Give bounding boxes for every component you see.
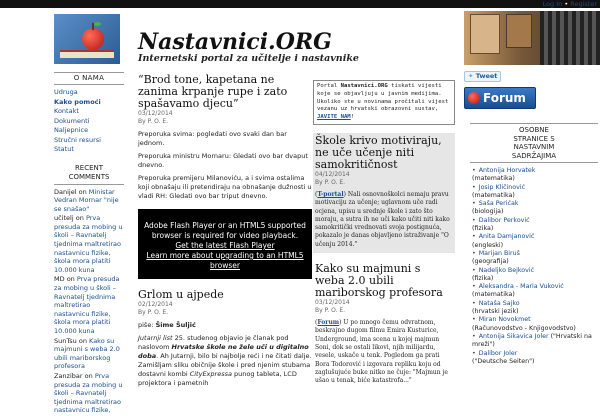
list-item (472, 350, 600, 367)
list-item (472, 250, 600, 267)
apple-leaf (94, 22, 101, 26)
title-line: NASTAVNIM (513, 143, 555, 151)
recent-title-line: COMMENTS (68, 172, 110, 181)
teacher-link[interactable]: Dalibor Joler (478, 349, 518, 357)
comment-post-link[interactable]: Prva presuda za mobing u školi – Ravnatelj tjednima maltretirao nastavnicu fizike, škola mora platiti 10.000 kuna (54, 275, 120, 335)
post-date: 03/12/2014 (138, 110, 173, 117)
article-author: By P. O. E. (315, 178, 346, 186)
account-links (543, 0, 597, 8)
notice-text: ! (350, 114, 355, 121)
list-item (472, 200, 600, 217)
html5-upgrade-link-2[interactable]: browser (209, 261, 240, 270)
list-item (472, 267, 600, 284)
header-banner (464, 11, 600, 65)
comment-post-link[interactable]: Ministar Vedran Mornar "nije se snašao" (54, 187, 119, 213)
teacher-subject: (engleski) (472, 241, 504, 249)
list-item (472, 333, 600, 350)
contact-us-link[interactable]: JAVITE NAM (317, 114, 351, 121)
teacher-subject: (fizika) (472, 225, 494, 233)
article-title[interactable]: Škole krivo motiviraju, ne uče učenje niti samokritičnost (315, 133, 442, 171)
about-link[interactable]: Kontakt (54, 107, 79, 115)
get-flash-link[interactable]: Get the latest Flash Player (175, 241, 275, 250)
post-author: By P. O. E. (138, 118, 169, 125)
comment-author: Danijel (54, 187, 77, 196)
recent-title-line: RECENT (74, 163, 104, 172)
teacher-link[interactable]: Antonija Horvatek (478, 167, 536, 174)
teacher-subject: (hrvatski jezik) (472, 308, 519, 316)
flash-message: browser is required for video playback. (151, 231, 299, 240)
teacher-link[interactable]: Dalibor Perković (478, 216, 530, 224)
teacher-link[interactable]: Nadeljko Bejković (478, 266, 535, 274)
tweet-label: Tweet (475, 72, 498, 80)
article-title[interactable]: Kako su majmuni s weba 2.0 ubili mariborskog profesora (315, 262, 443, 300)
text: U po mnogo čemu odvratnom, beskrajno dugom filmu Emira Kusturice, Underground, ima scena u kojoj majmun Soni, dok se ostali likovi, njih milijardu, veselе, uskače u tenk. Pogledom ga prati Bora Todorović i izgovara repliku koju od zaglušujuće buke nitko ne čuje: "Majmun je ušao u tenak, biće katastrofa..." (315, 319, 448, 385)
list-item (472, 233, 600, 250)
comment-on: on (75, 214, 84, 223)
about-link[interactable]: Statut (54, 145, 74, 153)
teacher-link[interactable]: Nataša Sajko (478, 299, 520, 307)
teacher-link[interactable]: Saša Perićak (478, 200, 519, 208)
teacher-link[interactable]: Josip Kličinović (478, 183, 526, 191)
post-date: 02/12/2014 (138, 301, 173, 308)
teacher-subject: (matematika) (472, 191, 515, 199)
post (138, 289, 312, 388)
apple-icon (468, 92, 480, 104)
list-item (472, 300, 600, 317)
text: Jutarnji list (138, 334, 173, 342)
register-link[interactable]: Register (570, 0, 597, 8)
notice-text: Portal (317, 83, 341, 89)
post-title[interactable]: Grlom u ajpede (138, 288, 224, 301)
article-date: 04/12/2014 (315, 170, 350, 178)
title-line: OSOBNE (519, 126, 549, 134)
about-title: O NAMA (54, 72, 124, 85)
teacher-subject: ("Deutsche Seiten") (472, 357, 535, 365)
list-item (472, 217, 600, 234)
list-item (472, 316, 600, 333)
about-item-kako-pomoci[interactable] (54, 98, 124, 108)
article-author: By P. O. E. (315, 307, 346, 315)
notice-box (313, 80, 455, 125)
article-date: 03/12/2014 (315, 299, 350, 307)
comment-on: on (84, 371, 93, 380)
list-item (54, 214, 124, 274)
teacher-link[interactable]: Miran Novokmet (478, 316, 531, 324)
twitter-icon: ✦ (468, 72, 474, 80)
list-item (54, 275, 124, 335)
text: Hrvatske škole ne žele uči u digitalno doba (138, 343, 309, 360)
post-byline (138, 321, 312, 330)
news-column (313, 80, 455, 389)
teacher-subject: (geografija) (472, 258, 509, 266)
teacher-link[interactable]: Marijan Biruš (478, 249, 520, 257)
byline-prefix: piše: (138, 321, 154, 329)
teacher-subject: (matematika) (472, 175, 515, 183)
html5-upgrade-link[interactable]: Learn more about upgrading to an HTML5 (146, 251, 304, 260)
recent-comments-title (54, 164, 124, 185)
forum-button[interactable] (464, 87, 536, 109)
book-icon (60, 50, 114, 58)
video-player[interactable] (138, 209, 312, 279)
list-item (472, 184, 600, 201)
top-bar (0, 0, 600, 8)
login-link[interactable]: Log In (542, 0, 563, 8)
list-item (54, 188, 124, 214)
teacher-link[interactable]: Antonija Sikavica Joler (478, 332, 549, 340)
about-link[interactable]: Dokumenti (54, 116, 90, 125)
text: . Ah Jutarnji, bilo bi najbolje reći i ne čitati dalje. Zamišljam sliku običnije škole i pred njenim stubama dostavni kombi (138, 352, 312, 378)
news-article (313, 261, 455, 389)
teachers-pages-title (470, 123, 598, 163)
post-title[interactable]: “Brod tone, kapetana ne zanima krpanje rupe i zato spašavamo djecu” (138, 73, 288, 110)
about-item-naljepnice[interactable] (54, 126, 124, 136)
about-link[interactable]: Kako pomoći (54, 97, 101, 106)
comment-author: učitelj (54, 214, 74, 223)
teacher-subject: (Računovodstvo - Knjigovodstvo) (472, 324, 576, 332)
portrait-image (470, 14, 500, 54)
article-text: (T-portal) Nali osnovnoškolci nemaju pravu motivaciju za učenje; uglavnom uče radi ocjena, upisu u srednje škole i zato što moraju, a sutra ih ne uči kako učiti niti kako samokritički vrednovati svoja postignuća, pokazalo je danas objavljeno istraživanje "O učenju 2014." (315, 190, 450, 248)
title-line: STRANICE S (513, 134, 555, 143)
text: 25. studenog objavio je članak pod naslovom (138, 334, 289, 351)
teacher-link[interactable]: Anita Damjanović (478, 233, 535, 241)
teacher-link[interactable]: Aleksandra - Maria Vuković (478, 283, 564, 291)
site-title[interactable]: Nastavnici.ORG (138, 29, 332, 55)
left-sidebar (54, 72, 124, 416)
notice-brand: Nastavnici.ORG (340, 83, 388, 89)
article-text: (Forum) U po mnogo čemu odvratnom, beskrajno dugom filmu Emira Kusturice, Underground, ima scena u kojoj majmun Soni, dok se ostali likovi, njih milijardu, veselе, uskače u tenk. Pogledom ga prati Bora Todorović i izgovara repliku koju od zaglušujuće buke nitko ne čuje: "Majmun je ušao u tenak, biće katastrofa..." (315, 319, 448, 385)
byline-author: Šime Šuljić (155, 321, 196, 329)
about-link[interactable]: Naljepnice (54, 126, 89, 134)
source-link[interactable]: Forum (317, 319, 340, 327)
post-paragraph (138, 334, 312, 388)
teachers-list (472, 167, 600, 366)
about-item-strucni-resursi[interactable] (54, 136, 124, 146)
title-line: SADRŽAJIMA (511, 151, 557, 160)
comment-on: on (78, 187, 87, 196)
comment-on: on (78, 336, 87, 345)
about-item-kontakt[interactable] (54, 107, 124, 117)
post-author: By P. O. E. (138, 309, 169, 316)
list-item (472, 283, 600, 300)
comment-post-link[interactable]: Prva presuda za mobing u školi – Ravnatelj tjednima maltretirao nastavnicu fizike, škola mora platiti 10.000 kuna (54, 214, 123, 274)
forum-label: Forum (483, 91, 526, 105)
right-sidebar (464, 71, 600, 366)
about-link[interactable]: Udruga (54, 88, 78, 96)
banner-pattern (540, 11, 600, 65)
teacher-subject: (fizika) (472, 274, 494, 282)
post-paragraph: Preporuka premijeru Milanoviću, a i svima ostalima koji obnašaju ili pretendiraju na obnašanje dužnosti u vladi RH: Gledati ovo bar triput dnevno. (138, 174, 312, 200)
comment-post-link[interactable]: Kako su majmuni s weba 2.0 ubili mariborskog profesora (54, 336, 120, 371)
about-item-statut[interactable] (54, 145, 124, 155)
list-item (54, 372, 124, 415)
site-logo[interactable] (54, 14, 120, 64)
post-paragraph: Preporuka svima: pogledati ovo svaki dan bar jednom. (138, 130, 287, 147)
teacher-subject: (biologija) (472, 208, 504, 216)
text: Nali osnovnoškolci nemaju pravu motivaciju za učenje; uglavnom uče radi ocjena, upisu u srednje škole i zato što moraju, a sutra ih ne uči kako učiti niti kako samokritički vrednovati svoja postignuća, pokazalo je danas objavljeno istraživanje "O učenju 2014." (315, 190, 450, 248)
list-item (472, 167, 600, 184)
flash-message: Adobe Flash Player or an HTML5 supported (144, 221, 306, 230)
tweet-button[interactable] (464, 71, 501, 82)
comment-post-link[interactable]: Prva presuda za mobing u školi – Ravnatelj tjednima maltretirao nastavnicu fizike, (54, 371, 123, 415)
site-tagline: Internetski portal za učitelje i nastavnike (138, 53, 359, 64)
news-article (313, 133, 455, 253)
list-item (54, 337, 124, 371)
post-paragraph: Preporuka ministru Mornaru: Gledati ovo bar dvaput dnevno. (138, 152, 308, 169)
notice-text: tiskati vijesti koje se objavljuju u javnim medijima. Ukoliko ste u novinama pročitali vijest vezanu uz hrvatski obrazovni sustav, (317, 83, 449, 113)
recent-comments-list (54, 188, 124, 415)
about-item-dokumenti[interactable] (54, 117, 124, 127)
about-menu (54, 88, 124, 155)
teacher-subject: (matematika) (472, 291, 515, 299)
apple-icon (82, 28, 104, 50)
about-link[interactable]: Stručni resursi (54, 135, 101, 144)
source-link[interactable]: T-portal (317, 190, 344, 198)
about-item-udruga[interactable] (54, 88, 124, 98)
main-column (138, 74, 312, 388)
post (138, 74, 312, 201)
portrait-image-2 (506, 14, 532, 48)
text: punog tableta, LCD projektora i pametnih (138, 370, 297, 387)
comment-author: SunTsu (54, 336, 77, 345)
comment-author: MD (54, 275, 65, 284)
teacher-subject: ("Hrvatski na mreži") (472, 332, 592, 349)
text: CityExpressa (189, 370, 232, 378)
comment-author: Zanzibar (54, 371, 83, 380)
link-separator: • (564, 0, 569, 8)
comment-on: on (66, 275, 75, 284)
